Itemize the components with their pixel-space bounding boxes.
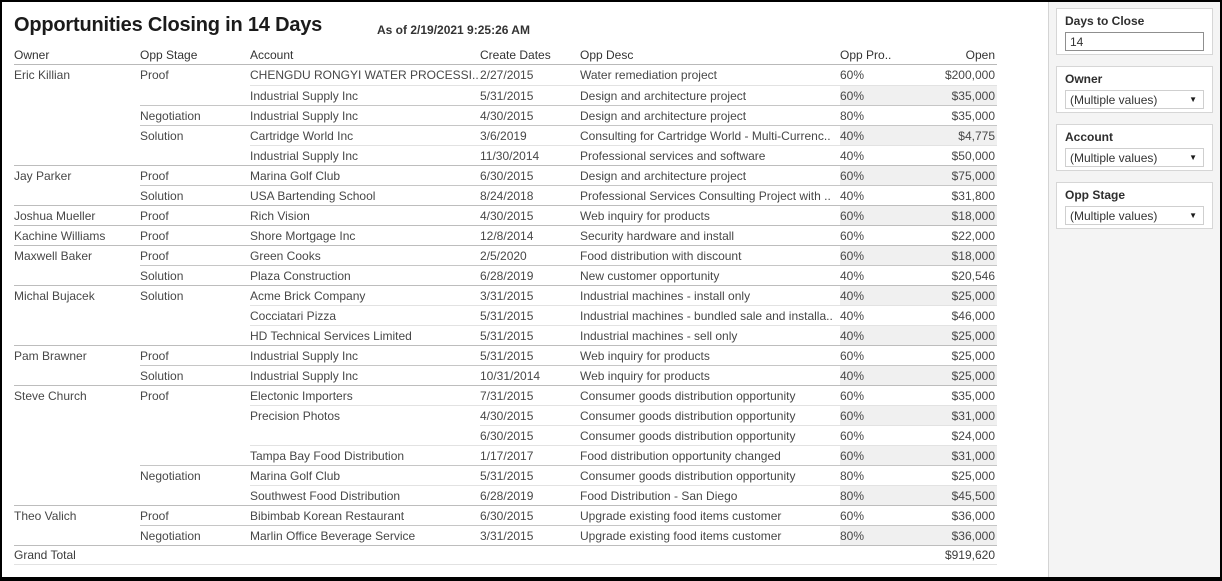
cell-open: $35,000 <box>912 85 997 105</box>
owner-filter-dropdown[interactable] <box>1065 90 1204 109</box>
cell-opp-desc: Professional Services Consulting Project with .. <box>580 185 840 205</box>
cell-opp-desc: Food distribution opportunity changed <box>580 445 840 465</box>
column-header-opp-stage[interactable]: Opp Stage <box>140 48 198 62</box>
cell-create-date: 5/31/2015 <box>480 305 580 325</box>
cell-open: $35,000 <box>912 105 997 125</box>
cell-opp-stage: Negotiation <box>140 105 250 125</box>
cell-opp-desc: Consulting for Cartridge World - Multi-Currenc.. <box>580 125 840 145</box>
cell-account: Shore Mortgage Inc <box>250 225 480 245</box>
cell-account: Bibimbab Korean Restaurant <box>250 505 480 525</box>
cell-account: Acme Brick Company <box>250 285 480 305</box>
cell-open: $25,000 <box>912 285 997 305</box>
cell-open: $18,000 <box>912 205 997 225</box>
cell-opp-stage <box>140 305 250 325</box>
cell-opp-desc: Water remediation project <box>580 68 717 82</box>
cell-create-date: 11/30/2014 <box>480 145 580 165</box>
table-row[interactable] <box>14 285 997 305</box>
cell-create-date: 8/24/2018 <box>480 185 580 205</box>
cell-open: $24,000 <box>912 425 997 445</box>
table-row[interactable] <box>14 145 997 165</box>
filter-label-days-to-close: Days to Close <box>1065 14 1145 28</box>
cell-create-date: 2/27/2015 <box>480 68 534 82</box>
cell-opp-prob: 80% <box>840 105 912 125</box>
cell-opp-prob: 80% <box>840 525 912 545</box>
table-row[interactable] <box>14 345 997 365</box>
column-header-open[interactable]: Open <box>965 48 995 62</box>
cell-opp-prob: 40% <box>840 325 912 345</box>
cell-opp-prob: 60% <box>840 385 912 405</box>
cell-create-date: 7/31/2015 <box>480 385 580 405</box>
cell-account: Marina Golf Club <box>250 165 480 185</box>
table-row[interactable] <box>14 185 997 205</box>
cell-account: USA Bartending School <box>250 185 480 205</box>
cell-owner: Michal Bujacek <box>14 285 140 305</box>
cell-open: $4,775 <box>912 125 997 145</box>
cell-open: $31,800 <box>912 185 997 205</box>
cell-opp-desc: Design and architecture project <box>580 165 840 185</box>
table-row[interactable] <box>14 405 997 425</box>
cell-open: $46,000 <box>912 305 997 325</box>
cell-create-date: 6/30/2015 <box>480 165 580 185</box>
cell-opp-desc: Industrial machines - install only <box>580 285 840 305</box>
cell-opp-desc: Consumer goods distribution opportunity <box>580 385 840 405</box>
cell-create-date: 5/31/2015 <box>480 325 580 345</box>
table-row[interactable] <box>14 165 997 185</box>
table-row[interactable] <box>14 425 997 445</box>
opp-stage-filter-dropdown[interactable] <box>1065 206 1204 225</box>
cell-opp-prob: 80% <box>840 465 912 485</box>
cell-account: Marlin Office Beverage Service <box>250 525 480 545</box>
account-filter-value: (Multiple values) <box>1070 150 1158 165</box>
opp-stage-filter-value: (Multiple values) <box>1070 208 1158 223</box>
cell-create-date: 4/30/2015 <box>480 105 580 125</box>
cell-account: Industrial Supply Inc <box>250 345 480 365</box>
cell-open: $45,500 <box>912 485 997 505</box>
grand-total-label: Grand Total <box>14 548 76 562</box>
cell-open: $36,000 <box>912 525 997 545</box>
cell-opp-stage: Proof <box>140 245 250 265</box>
cell-open: $35,000 <box>912 385 997 405</box>
cell-create-date: 1/17/2017 <box>480 445 580 465</box>
cell-account: Precision Photos <box>250 405 480 425</box>
table-row[interactable] <box>14 325 997 345</box>
cell-owner <box>14 365 140 385</box>
cell-account: Industrial Supply Inc <box>250 85 480 105</box>
filter-card-owner <box>1056 66 1213 113</box>
cell-opp-stage: Proof <box>140 345 250 365</box>
table-row[interactable] <box>14 205 997 225</box>
table-row[interactable] <box>14 485 997 505</box>
page-title: Opportunities Closing in 14 Days <box>14 14 323 36</box>
table-row[interactable] <box>14 445 997 465</box>
cell-opp-stage <box>140 425 250 445</box>
cell-open: $20,546 <box>912 265 997 285</box>
cell-opp-stage <box>140 145 250 165</box>
cell-opp-prob: 60% <box>840 85 912 105</box>
cell-owner <box>14 105 140 125</box>
filter-panel <box>1048 2 1220 577</box>
cell-create-date: 6/30/2015 <box>480 505 580 525</box>
cell-owner <box>14 525 140 545</box>
cell-opp-desc: Consumer goods distribution opportunity <box>580 425 840 445</box>
column-header-owner[interactable]: Owner <box>14 48 50 62</box>
table-row[interactable] <box>14 525 997 545</box>
filter-label-account: Account <box>1065 130 1113 144</box>
cell-account: Electonic Importers <box>250 385 480 405</box>
cell-open: $50,000 <box>912 145 997 165</box>
cell-account: Cartridge World Inc <box>250 125 480 145</box>
dropdown-arrow-icon: ▼ <box>1189 94 1197 104</box>
cell-opp-stage: Proof <box>140 385 250 405</box>
filter-card-opp-stage <box>1056 182 1213 229</box>
cell-opp-prob: 60% <box>840 245 912 265</box>
cell-open: $200,000 <box>944 68 995 82</box>
table-row[interactable] <box>14 105 997 125</box>
cell-account: Plaza Construction <box>250 265 480 285</box>
cell-opp-stage: Solution <box>140 285 250 305</box>
cell-account: Industrial Supply Inc <box>250 105 480 125</box>
cell-owner <box>14 265 140 285</box>
cell-opp-stage: Negotiation <box>140 465 250 485</box>
cell-opp-desc: Security hardware and install <box>580 225 840 245</box>
cell-open: $36,000 <box>912 505 997 525</box>
table-row[interactable] <box>14 365 997 385</box>
cell-opp-prob: 80% <box>840 485 912 505</box>
cell-create-date: 5/31/2015 <box>480 465 580 485</box>
column-header-opp-prob[interactable]: Opp Pro.. <box>840 48 892 62</box>
table-row[interactable] <box>14 65 997 85</box>
cell-create-date: 6/28/2019 <box>480 485 580 505</box>
cell-opp-stage: Solution <box>140 185 250 205</box>
table-row[interactable] <box>14 505 997 525</box>
cell-opp-stage <box>140 405 250 425</box>
cell-open: $75,000 <box>912 165 997 185</box>
table-row[interactable] <box>14 385 997 405</box>
cell-owner <box>14 465 140 485</box>
dropdown-arrow-icon: ▼ <box>1189 152 1197 162</box>
cell-opp-prob: 40% <box>840 365 912 385</box>
column-header-opp-desc[interactable]: Opp Desc <box>580 48 634 62</box>
owner-filter-value: (Multiple values) <box>1070 92 1158 107</box>
cell-open: $31,000 <box>912 405 997 425</box>
filter-card-days-to-close <box>1056 8 1213 55</box>
cell-owner <box>14 325 140 345</box>
cell-opp-prob: 60% <box>840 68 865 82</box>
cell-owner: Joshua Mueller <box>14 205 140 225</box>
cell-owner <box>14 485 140 505</box>
grand-total-open-value: $919,620 <box>944 548 995 562</box>
cell-open: $25,000 <box>912 465 997 485</box>
cell-create-date: 5/31/2015 <box>480 85 580 105</box>
cell-opp-stage: Solution <box>140 365 250 385</box>
filter-card-account <box>1056 124 1213 171</box>
cell-open: $25,000 <box>912 365 997 385</box>
cell-create-date: 10/31/2014 <box>480 365 580 385</box>
cell-account: HD Technical Services Limited <box>250 325 480 345</box>
cell-account: Tampa Bay Food Distribution <box>250 445 480 465</box>
table-header-row <box>14 46 997 65</box>
cell-account: Industrial Supply Inc <box>250 145 480 165</box>
cell-opp-desc: Web inquiry for products <box>580 205 840 225</box>
cell-account: Marina Golf Club <box>250 465 480 485</box>
cell-opp-stage: Negotiation <box>140 525 250 545</box>
cell-account: Green Cooks <box>250 245 480 265</box>
column-header-create-dates[interactable]: Create Dates <box>480 48 551 62</box>
cell-opp-prob: 40% <box>840 145 912 165</box>
days-to-close-input[interactable] <box>1065 32 1204 51</box>
cell-opp-desc: Consumer goods distribution opportunity <box>580 465 840 485</box>
cell-opp-desc: Upgrade existing food items customer <box>580 525 840 545</box>
cell-owner: Maxwell Baker <box>14 245 140 265</box>
cell-account: Southwest Food Distribution <box>250 485 480 505</box>
cell-owner: Pam Brawner <box>14 345 140 365</box>
opportunities-table <box>14 46 997 565</box>
cell-create-date: 3/31/2015 <box>480 525 580 545</box>
cell-owner <box>14 405 140 425</box>
cell-owner <box>14 145 140 165</box>
cell-opp-stage: Proof <box>140 165 250 185</box>
cell-opp-desc: Professional services and software <box>580 145 840 165</box>
cell-opp-desc: Food Distribution - San Diego <box>580 485 840 505</box>
cell-opp-prob: 60% <box>840 425 912 445</box>
cell-opp-prob: 60% <box>840 345 912 365</box>
filter-label-opp-stage: Opp Stage <box>1065 188 1126 202</box>
table-row[interactable] <box>14 465 997 485</box>
cell-create-date: 3/6/2019 <box>480 125 580 145</box>
cell-account: Industrial Supply Inc <box>250 365 480 385</box>
cell-create-date: 2/5/2020 <box>480 245 580 265</box>
filter-label-owner: Owner <box>1065 72 1103 86</box>
cell-create-date: 6/28/2019 <box>480 265 580 285</box>
cell-owner: Jay Parker <box>14 165 140 185</box>
cell-create-date: 4/30/2015 <box>480 405 580 425</box>
cell-account: CHENGDU RONGYI WATER PROCESSI.. <box>250 68 479 82</box>
cell-owner <box>14 85 140 105</box>
cell-owner: Kachine Williams <box>14 225 140 245</box>
cell-create-date: 12/8/2014 <box>480 225 580 245</box>
cell-create-date: 6/30/2015 <box>480 425 580 445</box>
cell-opp-desc: Industrial machines - bundled sale and installa.. <box>580 305 840 325</box>
cell-opp-prob: 60% <box>840 445 912 465</box>
cell-opp-stage <box>140 325 250 345</box>
cell-opp-stage: Proof <box>140 68 169 82</box>
cell-create-date: 4/30/2015 <box>480 205 580 225</box>
cell-opp-stage: Proof <box>140 505 250 525</box>
cell-open: $22,000 <box>912 225 997 245</box>
cell-owner <box>14 445 140 465</box>
table-row[interactable] <box>14 225 997 245</box>
cell-opp-prob: 40% <box>840 265 912 285</box>
cell-opp-desc: Food distribution with discount <box>580 245 840 265</box>
table-row[interactable] <box>14 85 997 105</box>
cell-opp-desc: Consumer goods distribution opportunity <box>580 405 840 425</box>
cell-opp-prob: 40% <box>840 285 912 305</box>
table-row[interactable] <box>14 125 997 145</box>
cell-opp-prob: 60% <box>840 225 912 245</box>
cell-owner <box>14 425 140 445</box>
cell-opp-prob: 60% <box>840 405 912 425</box>
table-row[interactable] <box>14 245 997 265</box>
cell-opp-stage: Proof <box>140 205 250 225</box>
cell-create-date: 3/31/2015 <box>480 285 580 305</box>
as-of-timestamp: As of 2/19/2021 9:25:26 AM <box>377 23 530 37</box>
cell-opp-prob: 60% <box>840 165 912 185</box>
cell-opp-stage: Solution <box>140 265 250 285</box>
cell-opp-stage: Solution <box>140 125 250 145</box>
cell-opp-desc: New customer opportunity <box>580 265 840 285</box>
cell-owner <box>14 185 140 205</box>
cell-opp-desc: Design and architecture project <box>580 105 840 125</box>
cell-owner <box>14 125 140 145</box>
cell-open: $25,000 <box>912 345 997 365</box>
cell-opp-stage: Proof <box>140 225 250 245</box>
cell-account <box>250 425 480 445</box>
cell-opp-desc: Web inquiry for products <box>580 345 840 365</box>
column-header-account[interactable]: Account <box>250 48 294 62</box>
cell-opp-desc: Web inquiry for products <box>580 365 840 385</box>
cell-opp-prob: 40% <box>840 125 912 145</box>
cell-opp-prob: 60% <box>840 205 912 225</box>
cell-open: $18,000 <box>912 245 997 265</box>
cell-account: Cocciatari Pizza <box>250 305 480 325</box>
cell-opp-prob: 40% <box>840 305 912 325</box>
cell-owner: Eric Killian <box>14 68 71 82</box>
cell-owner <box>14 305 140 325</box>
cell-opp-prob: 40% <box>840 185 912 205</box>
cell-opp-stage <box>140 485 250 505</box>
account-filter-dropdown[interactable] <box>1065 148 1204 167</box>
cell-account: Rich Vision <box>250 205 480 225</box>
table-row[interactable] <box>14 305 997 325</box>
cell-opp-stage <box>140 445 250 465</box>
cell-opp-desc: Industrial machines - sell only <box>580 325 840 345</box>
cell-open: $25,000 <box>912 325 997 345</box>
table-row[interactable] <box>14 265 997 285</box>
cell-open: $31,000 <box>912 445 997 465</box>
cell-opp-desc: Upgrade existing food items customer <box>580 505 840 525</box>
cell-opp-stage <box>140 85 250 105</box>
cell-owner: Steve Church <box>14 385 140 405</box>
cell-owner: Theo Valich <box>14 505 140 525</box>
cell-create-date: 5/31/2015 <box>480 345 580 365</box>
cell-opp-desc: Design and architecture project <box>580 85 840 105</box>
grand-total-row <box>14 545 997 565</box>
table-body <box>14 65 997 545</box>
dropdown-arrow-icon: ▼ <box>1189 210 1197 220</box>
cell-opp-prob: 60% <box>840 505 912 525</box>
